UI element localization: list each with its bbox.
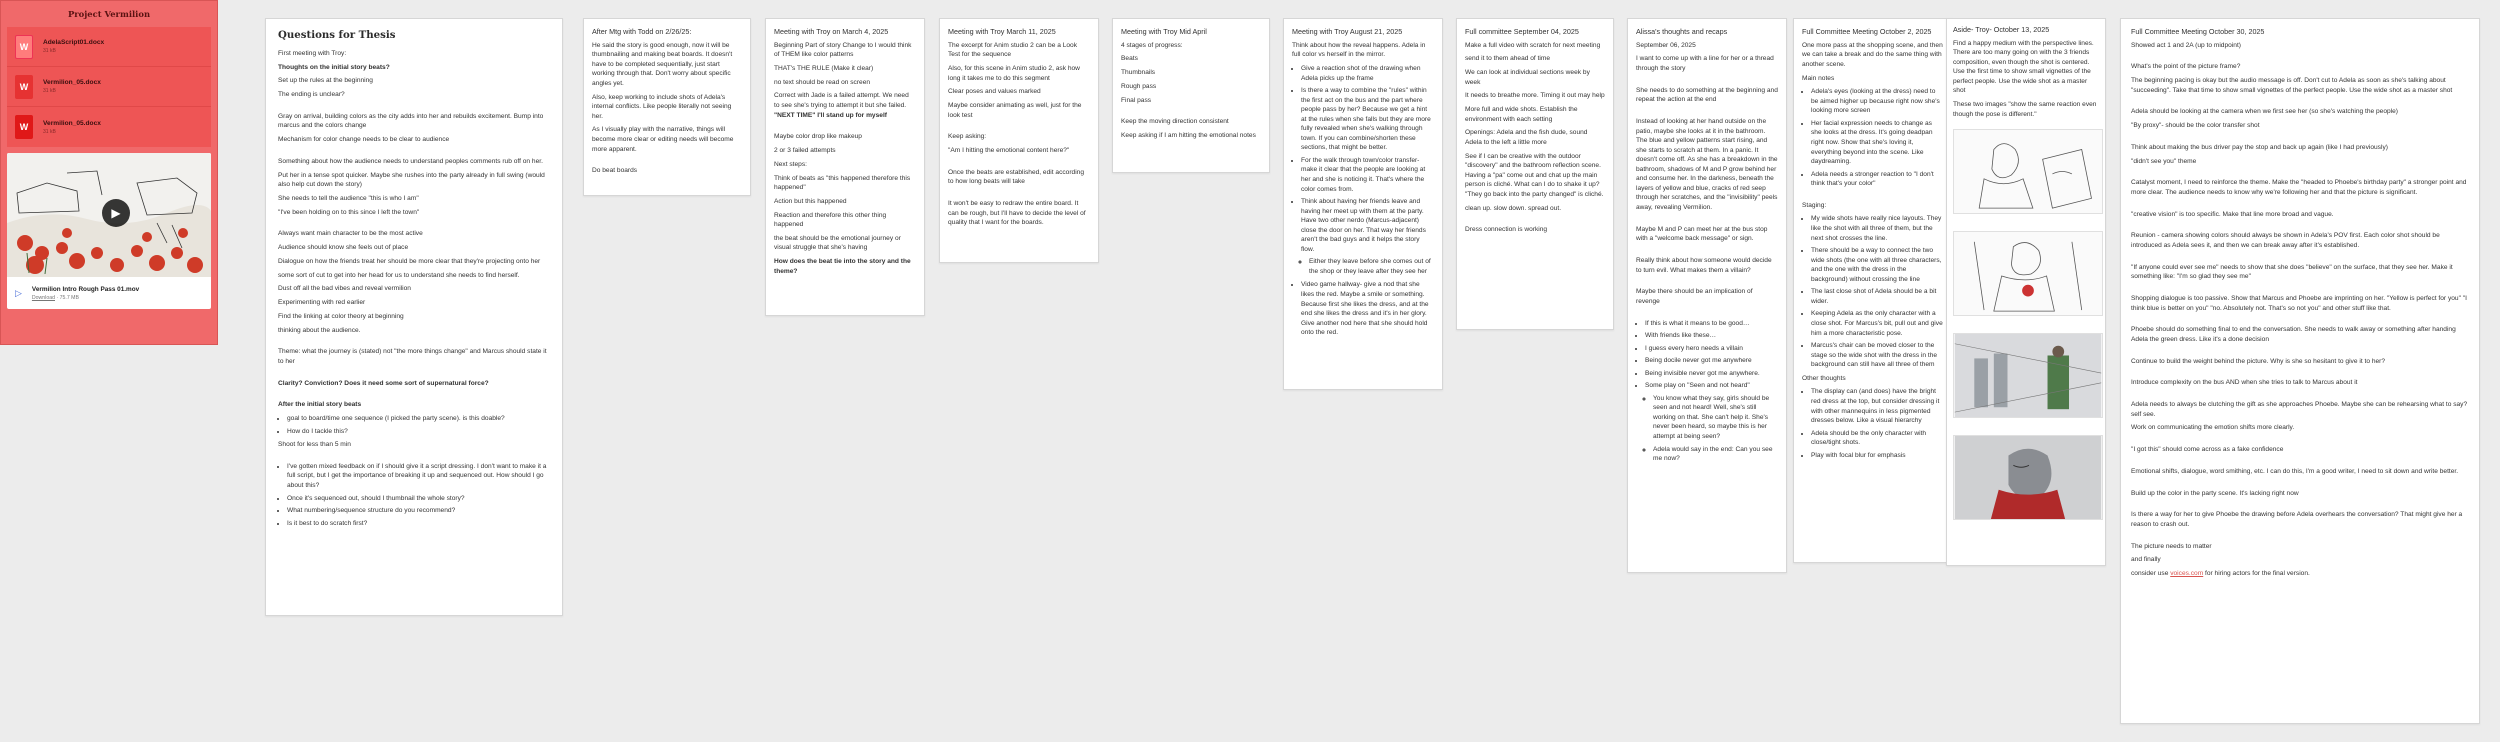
- play-outline-icon[interactable]: ▷: [15, 287, 22, 298]
- note-text: Experimenting with red earlier: [278, 299, 366, 307]
- note-text: One more pass at the shopping scene, and then we can take a break and do the same thing with another scene.: [1802, 41, 1943, 68]
- note-text: Maybe M and P can meet her at the bus stop with a "welcome back message" or sign.: [1636, 225, 1768, 243]
- note-text: Build up the color in the party scene. It's lacking right now: [2131, 489, 2299, 497]
- note-text: Rough pass: [1121, 82, 1157, 90]
- list-item: • The display can (and does) have the bright red dress at the top, but consider dressing it with other mannequins in less pigmented dresses below. Like a visual hierarchy: [1811, 387, 1944, 425]
- note-text: Next steps:: [774, 160, 807, 168]
- note-text: She needs to do something at the beginning and repeat the action at the end: [1636, 86, 1778, 104]
- note-text: Set up the rules at the beginning: [278, 77, 373, 85]
- voices-link[interactable]: voices.com: [2170, 569, 2204, 577]
- note-text: Action but this happened: [774, 197, 847, 205]
- note-text: Dialogue on how the friends treat her should be more clear that they're projecting onto her: [278, 257, 541, 265]
- note-text: 4 stages of progress:: [1121, 41, 1183, 49]
- note-text: Catalyst moment, I need to reinforce the theme. Make the "headed to Phoebe's birthday party" a stronger point and more clear. The audience needs to know why we're following her and that the picture is significant.: [2131, 179, 2467, 196]
- note-text: Beats: [1121, 55, 1138, 63]
- note-text: Also, for this scene in Anim studio 2, ask how long it takes me to do this segment: [948, 65, 1080, 82]
- note-title: Full committee September 04, 2025: [1465, 27, 1579, 36]
- note-text: Think of beats as "this happened therefore this happened": [774, 174, 911, 192]
- note-text: Make a full video with scratch for next meeting: [1465, 41, 1601, 49]
- note-card-thesis[interactable]: [265, 18, 563, 616]
- note-text: He said the story is good enough, now it will be thumbnailing and making beat boards. It doesn't have to be completed sequentially, just start working through that. Don't worry about specific angles yet.: [592, 41, 733, 87]
- note-text: Something about how the audience needs to understand peoples comments rub off on her.: [278, 157, 543, 165]
- file-name: Vermilion_05.docx: [43, 79, 101, 86]
- note-text: send it to them ahead of time: [1465, 55, 1551, 63]
- note-text: Showed act 1 and 2A (up to midpoint): [2131, 41, 2241, 49]
- note-text: Think about how the reveal happens. Adela in full color vs herself in the mirror.: [1292, 41, 1426, 59]
- note-text: As I visually play with the narrative, things will become more clear or editing needs will become more apparent.: [592, 126, 734, 153]
- note-text: The picture needs to matter: [2131, 542, 2212, 550]
- note-text: Continue to build the weight behind the picture. Why is she so hesitant to give it to her?: [2131, 357, 2386, 365]
- download-link[interactable]: Download: [31, 294, 55, 301]
- note-text: Shoot for less than 5 min: [278, 441, 351, 449]
- note-text: Do beat boards: [592, 167, 638, 175]
- file-item[interactable]: [7, 107, 211, 147]
- note-text: Keep asking if I am hitting the emotional notes: [1121, 132, 1256, 140]
- note-heading: How does the beat tie into the story and the theme?: [774, 258, 911, 275]
- note-text: Instead of looking at her hand outside on the patio, maybe she looks at it in the bathroom. The blue and yellow patterns start rising, and she starts to scratch at them. In a panic. It doesn't come off. As she has a breakdown in the bathroom, shadows of M and P grow behind her and consume her. In the darkness, beneath the layers of yellow and blue, cracks of red seep through her scratches, and the "invisibility" peels away, revealing Vermilion.: [1636, 118, 1778, 211]
- note-date: September 06, 2025: [1636, 41, 1696, 49]
- note-text: 2 or 3 failed attempts: [774, 147, 836, 155]
- video-thumbnail[interactable]: [7, 153, 211, 277]
- project-card: [0, 0, 218, 345]
- note-text: Final pass: [1121, 96, 1152, 104]
- note-text: Maybe color drop like makeup: [774, 133, 862, 141]
- note-card-alissa[interactable]: [1627, 18, 1787, 573]
- note-text: It needs to breathe more. Timing it out may help: [1465, 92, 1605, 100]
- note-text: The excerpt for Anim studio 2 can be a Look Test for the sequence: [948, 41, 1078, 59]
- note-text: Find the linking at color theory at beginning: [278, 312, 404, 320]
- note-heading: Thoughts on the initial story beats?: [278, 63, 390, 71]
- note-emphasis: "NEXT TIME" I'll stand up for myself: [774, 111, 887, 119]
- note-text: Clear poses and values marked: [948, 88, 1041, 96]
- note-text: Always want main character to be the most active: [278, 230, 423, 238]
- note-text: THAT's THE RULE (Make it clear): [774, 65, 874, 72]
- storyboard-sketch-image: [1953, 129, 2103, 214]
- file-name: Vermilion_05.docx: [43, 119, 101, 127]
- note-card-troy-mar4[interactable]: [765, 18, 925, 316]
- note-text: Mechanism for color change needs to be clear to audience: [278, 136, 450, 144]
- list-item: • What numbering/sequence structure do you recommend?: [287, 506, 550, 516]
- note-card-committee-oct2[interactable]: [1793, 18, 1953, 563]
- note-text: It won't be easy to redraw the entire board. It can be rough, but I'll have to decide the level of quality that I want for the boards.: [948, 200, 1086, 227]
- note-text: "If anyone could ever see me" needs to show that she does "believe" on the surface, that they see her. Make it something like: "I'm so glad they see me": [2131, 263, 2453, 281]
- list-item: ◦ Either they leave before she comes out of the shop or they leave after they see her: [1309, 257, 1434, 276]
- project-title: Project Vermilion: [67, 9, 151, 19]
- word-icon: W: [15, 115, 33, 139]
- note-text: Openings: Adela and the fish dude, sound Adela to the left a little more: [1465, 129, 1588, 147]
- note-text: Main notes: [1802, 74, 1835, 82]
- note-text: some sort of cut to get into her head for us to understand she needs to find herself.: [278, 271, 520, 279]
- note-title: Meeting with Troy on March 4, 2025: [774, 27, 889, 36]
- list-item: • The last close shot of Adela should be a bit wider.: [1811, 287, 1944, 306]
- note-text: Reunion - camera showing colors should always be shown in Adela's POV first. Each color shot should be introduced as Adela sees it, and then we can break away after it's established.: [2131, 232, 2440, 249]
- note-text: "creative vision" is too specific. Make that line more broad and vague.: [2131, 210, 2334, 218]
- note-title: Meeting with Troy August 21, 2025: [1292, 27, 1403, 36]
- list-item: • Is it best to do scratch first?: [287, 519, 550, 529]
- list-item: Some play on "Seen and not heard": [1645, 382, 1750, 390]
- note-text: The ending is unclear?: [278, 91, 345, 99]
- file-size: 31 kB: [43, 88, 56, 94]
- note-text: I want to come up with a line for her or a thread through the story: [1636, 55, 1774, 72]
- list-item: • Adela needs a stronger reaction to "I don't think that's your color": [1811, 170, 1944, 189]
- file-size: 31 kB: [43, 48, 56, 54]
- note-title: Full Committee Meeting October 30, 2025: [2131, 27, 2265, 36]
- note-text: Work on communicating the emotion shifts more clearly.: [2131, 424, 2295, 432]
- note-heading: After the initial story beats: [278, 401, 362, 409]
- list-item: • There should be a way to connect the two wide shots (the one with all three characters, and the one with the dress in the background) without crossing the line: [1811, 246, 1944, 284]
- note-text: "Am I hitting the emotional content here?": [948, 147, 1070, 155]
- list-item: • Play with focal blur for emphasis: [1811, 451, 1944, 461]
- note-title: Questions for Thesis: [278, 29, 396, 41]
- note-text: See if I can be creative with the outdoor "discovery" and the bathroom reflection scene. Having a "pa" come out and chat up the main person is cliché. What can I do to shake it up? "They go back into the party changed" is cliché.: [1465, 152, 1604, 198]
- note-card-troy-mar11[interactable]: [939, 18, 1099, 263]
- list-item: • Adela's eyes (looking at the dress) need to be aimed higher up because right now she's looking more screen: [1811, 87, 1944, 116]
- note-text: Thumbnails: [1121, 69, 1156, 77]
- note-text: She needs to tell the audience "this is who I am": [278, 194, 419, 202]
- note-text: "I've been holding on to this since I left the town": [278, 208, 420, 216]
- note-text: The beginning pacing is okay but the audio message is off. Don't cut to Adela as soon as she's talking about "succeeding". Take that time to show small vignettes of the perfect people. Use the wide shot as a master shot: [2131, 77, 2453, 94]
- note-text: Keep asking:: [948, 133, 987, 141]
- note-text: Dress connection is working: [1465, 226, 1548, 234]
- note-text: thinking about the audience.: [278, 326, 361, 334]
- note-card-troy-aug[interactable]: [1283, 18, 1443, 390]
- note-text: Phoebe should do something final to end the conversation. She needs to walk away or something after handing Adela the green dress. Like it's a done decision: [2131, 326, 2456, 343]
- file-item[interactable]: [7, 67, 211, 107]
- note-text: What's the point of the picture frame?: [2131, 63, 2241, 71]
- word-icon: W: [15, 75, 33, 99]
- note-text: Dust off all the bad vibes and reveal vermilion: [278, 285, 411, 293]
- list-item: • My wide shots have really nice layouts. They like the shot with all three of them, but the next shot crosses the line.: [1811, 214, 1944, 243]
- list-item: • For the walk through town/color transfer- make it clear that the people are looking at her and she is noticing it. That's where the color comes from.: [1301, 156, 1434, 194]
- note-text: More full and wide shots. Establish the environment with each setting: [1465, 106, 1578, 123]
- note-text: Put her in a tense spot quicker. Maybe she rushes into the party already in full swing (would also help cut down the story): [278, 171, 545, 189]
- note-text: the beat should be the emotional journey or visual struggle that she's having: [774, 234, 901, 252]
- note-text: Shopping dialogue is too passive. Show that Marcus and Phoebe are imprinting on her. "Yellow is perfect for you" "I think blue is better on you" "no. Absolutely not. That's so not you" and other stuff like that.: [2131, 294, 2467, 312]
- note-text: Beginning Part of story Change to I would think of THEM like color patterns: [774, 41, 912, 59]
- list-item: • How do I tackle this?: [287, 427, 550, 437]
- list-item: • goal to board/time one sequence (I picked the party scene). is this doable?: [287, 414, 550, 424]
- note-text: Really think about how someone would decide to turn evil. What makes them a villain?: [1636, 256, 1772, 274]
- note-card-committee-sep4[interactable]: [1456, 18, 1614, 330]
- note-text: Is there a way for her to give Phoebe the drawing before Adela overhears the conversation? That might give her a reason to crash out.: [2131, 511, 2463, 528]
- list-item: • Give a reaction shot of the drawing when Adela picks up the frame: [1301, 64, 1434, 83]
- note-text: "I got this" should come across as a fake confidence: [2131, 446, 2284, 454]
- list-item: • Being invisible never got me anywhere.: [1645, 369, 1778, 379]
- storyboard-sketch-image: [1953, 333, 2103, 418]
- note-title: Alissa's thoughts and recaps: [1636, 27, 1728, 36]
- note-text: Maybe consider animating as well, just for the look test: [948, 102, 1082, 119]
- note-text: Think about making the bus driver pay the stop and back up again (like I had previously): [2131, 143, 2388, 151]
- note-card-aside-troy[interactable]: [1946, 18, 2106, 566]
- list-item: • Adela should be the only character with close/tight shots.: [1811, 429, 1944, 448]
- note-title: Meeting with Troy March 11, 2025: [948, 27, 1056, 36]
- note-text: Maybe there should be an implication of revenge: [1636, 288, 1753, 305]
- list-item: ◦ You know what they say, girls should be seen and not heard! Well, she's still working on that. She can't help it. She's never been heard, so maybe this is her attempt at being seen?: [1653, 394, 1778, 442]
- note-heading: Clarity? Conviction? Does it need some sort of supernatural force?: [278, 379, 489, 387]
- list-item: • Is there a way to combine the "rules" within the first act on the bus and the part where people pass by her? Because we get a hint at the rules when she falls but they are more fully revealed when she's walking through town. If you can combine/shorten these sections, that might be better.: [1301, 86, 1434, 153]
- note-text: Audience should know she feels out of place: [278, 244, 409, 252]
- note-text: Keep the moving direction consistent: [1121, 118, 1229, 126]
- note-text: no text should be read on screen: [774, 78, 871, 86]
- storyboard-sketch-image: [1953, 231, 2103, 316]
- list-item: Think about having her friends leave and having her meet up with them at the party. Have two other nerdo (Marcus-adjacent) close the door on her. That way her friends aren't the bad guys and it helps the story flow.: [1301, 198, 1426, 253]
- video-size: 75.7 MB: [59, 294, 79, 301]
- list-item: • Marcus's chair can be moved closer to the stage so the wide shot with the dress in the background can still have all three of them: [1811, 341, 1944, 370]
- note-card-troy-april[interactable]: [1112, 18, 1270, 173]
- note-text: Staging:: [1802, 201, 1827, 209]
- note-text: and finally: [2131, 556, 2161, 564]
- video-attachment[interactable]: ▶ ▷ Vermilion Intro Rough Pass 01.mov Download · 75.7 MB: [7, 153, 211, 309]
- note-text: These two images "show the same reaction even though the pose is different.": [1953, 101, 2097, 118]
- list-item: • Being docile never got me anywhere: [1645, 356, 1778, 366]
- note-title: Full Committee Meeting October 2, 2025: [1802, 27, 1932, 36]
- note-card-todd[interactable]: [583, 18, 751, 196]
- note-text: Correct with Jade is a failed attempt. We need to see she's trying to attempt it but she failed.: [774, 92, 909, 110]
- note-text: Theme: what the journey is (stated) not "the more things change" and Marcus should state it to her: [278, 348, 547, 365]
- list-item: • If this is what it means to be good…: [1645, 319, 1778, 329]
- note-title: Aside- Troy- October 13, 2025: [1953, 25, 2050, 34]
- note-card-committee-oct30[interactable]: [2120, 18, 2480, 724]
- note-text: Reaction and therefore this other thing happened: [774, 211, 887, 229]
- note-text: clean up. slow down. spread out.: [1465, 204, 1562, 212]
- note-text: Gray on arrival, building colors as the city adds into her and rebuilds excitement. Bump into marcus and the colors change: [278, 112, 544, 130]
- note-text: Adela should be looking at the camera when we first see her (so she's watching the people): [2131, 108, 2398, 116]
- note-title: Meeting with Troy Mid April: [1121, 27, 1207, 36]
- note-text: consider use: [2131, 569, 2171, 577]
- note-text: Introduce complexity on the bus AND when she tries to talk to Marcus about it: [2131, 379, 2358, 387]
- list-item: ◦ Adela would say in the end: Can you see me now?: [1653, 445, 1778, 464]
- note-text: Once the beats are established, edit according to how long beats will take: [948, 168, 1084, 186]
- list-item: • I've gotten mixed feedback on if I should give it a script dressing. I don't want to make it a full script, but I get the importance of breaking it up and sequenced out. How should I go about this?: [287, 462, 550, 491]
- note-text: Other thoughts: [1802, 374, 1846, 382]
- note-text: "didn't see you" theme: [2131, 157, 2197, 165]
- list-item: • With friends like these…: [1645, 331, 1778, 341]
- file-item[interactable]: [7, 27, 211, 67]
- note-text: "By proxy"- should be the color transfer shot: [2131, 122, 2260, 130]
- note-text: Adela needs to always be clutching the gift as she approaches Phoebe. Maybe she can be rehearsing what to say? self see.: [2131, 401, 2468, 418]
- list-item: • Video game hallway- give a nod that she likes the red. Maybe a smile or something. Because first she likes the dress, and at the end she likes the dress and it's in her glory. Give another nod here that she should hold onto the red.: [1301, 280, 1434, 337]
- file-name: AdelaScript01.docx: [43, 39, 105, 46]
- note-text: for hiring actors for the final version.: [2203, 569, 2310, 577]
- note-text: Find a happy medium with the perspective lines. There are too many going on with the 3 friends composition, even though the shot is centered. Use the first time to show small vignettes of the perfect people. Use the wide shot as a master shot: [1953, 39, 2094, 95]
- video-name: Vermilion Intro Rough Pass 01.mov: [31, 285, 140, 293]
- list-item: • I guess every hero needs a villain: [1645, 344, 1778, 354]
- note-text: Emotional shifts, dialogue, word smithing, etc. I can do this, I'm a good writer, I need to sit down and write better.: [2131, 467, 2459, 475]
- list-item: • Keeping Adela as the only character with a close shot. For Marcus's bit, pull out and give him a more characteristic pose.: [1811, 309, 1944, 338]
- play-icon[interactable]: ▶: [102, 199, 130, 227]
- storyboard-sketch-image: [1953, 435, 2103, 520]
- note-text: First meeting with Troy:: [278, 50, 347, 57]
- note-title: After Mtg with Todd on 2/26/25:: [592, 27, 692, 36]
- word-icon: W: [15, 35, 33, 59]
- list-item: • Once it's sequenced out, should I thumbnail the whole story?: [287, 494, 550, 504]
- list-item: • Her facial expression needs to change as she looks at the dress. It's going deadpan right now. Show that she's loving it, everything beyond into the scene. Like daydreaming.: [1811, 119, 1944, 167]
- note-text: Also, keep working to include shots of Adela's internal conflicts. Like people literally not seeing her.: [592, 93, 732, 120]
- note-text: We can look at individual sections week by week: [1465, 69, 1590, 86]
- file-size: 31 kB: [43, 128, 56, 135]
